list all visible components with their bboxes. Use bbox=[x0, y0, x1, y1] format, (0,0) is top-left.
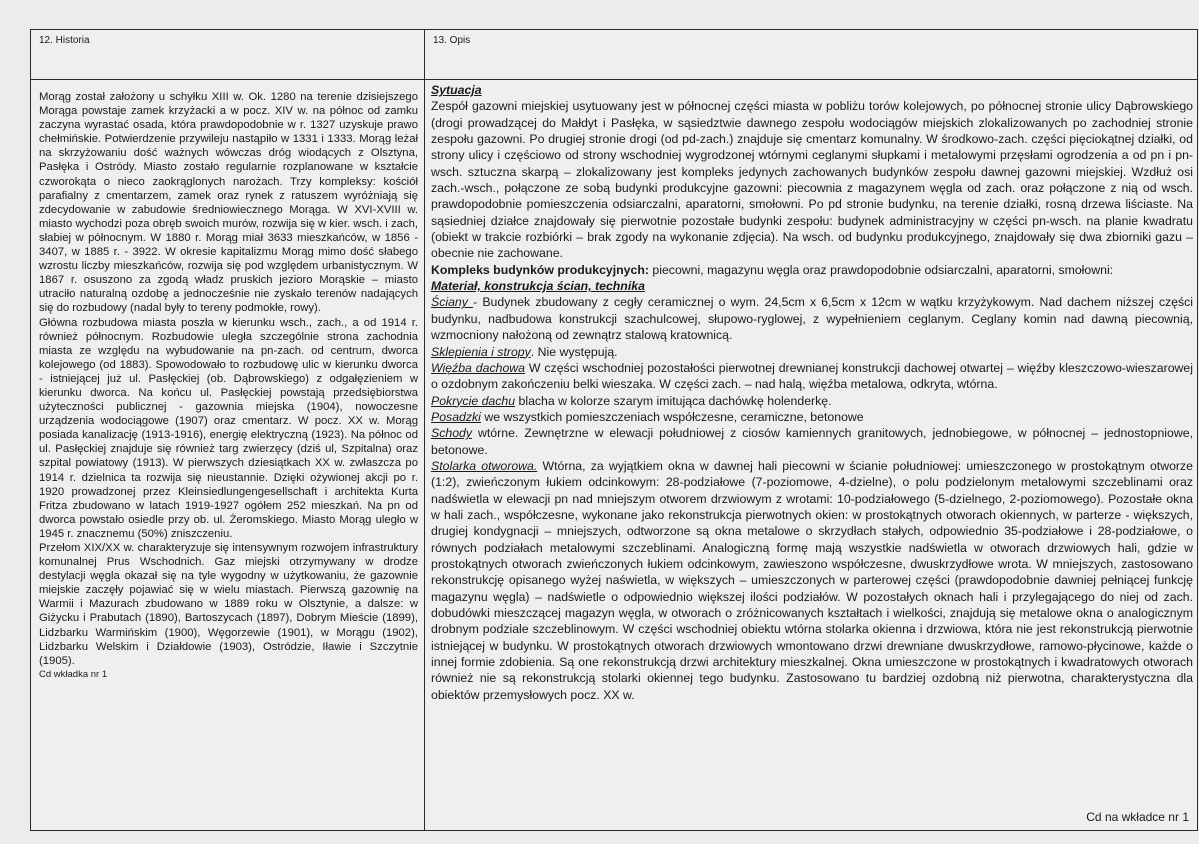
complex-text: piecowni, magazynu węgla oraz prawdopodobnie odsiarczalni, aparatorni, smołowni: bbox=[648, 262, 1114, 277]
situation-paragraph: Zespół gazowni miejskiej usytuowany jest w północnej części miasta w pobliżu torów kolejowych, po północnej stronie ulicy Dąbrowskiego (drogi prowadzącej do Małdyt i Pasłęka, w sąsiedztwie dawnego zespołu wodociągów miejskich zlokalizowanych po zachodniej stronie zespołu gazowni. Po drugiej stronie drogi (od pd-zach.) znajduje się cmentarz komunalny. W środkowo-zach. części pięciokątnej działki, od strony ulicy i częściowo od strony wschodniej wygrodzonej wtórnymi ceglanymi słupkami i metalowymi przęsłami ogrodzenia a od pn i pn-wsch. sztuczna skarpą – zlokalizowany jest kompleks jedynych zachowanych budynków zespołu dawnej gazowni miejskiej. Wzdłuż osi zach.-wsch., połączone ze sobą budynki produkcyjne gazowni: piecownia z magazynem węgla od zach. oraz połączone z nią od wsch. prawdopodobnie pomieszczenia odsiarczalni, aparatorni, smołowni. Po pd stronie budynku, na terenie działki, rosną drzewa liściaste. Na sąsiedniej działce znajdowały się pierwotnie pozostałe budynki zespołu: budynek administracyjny w części pn-wsch. na planie kwadratu (obiekt w trakcie rozbiórki – brak zgody na wykonanie zdjęcia). Na wsch. od budynku produkcyjnego, znajdowały się dwa zbiorniki gazu – obecnie nie zachowane. bbox=[431, 99, 1193, 261]
history-paragraph: Główna rozbudowa miasta poszła w kierunku wsch., zach., a od 1914 r. również północnym. Rozbudowie uległa szczególnie strona zachodnia miasta ze względu na wybudowanie na pn-zach. od centrum, dworca kolejowego (od 1883). Spowodowało to rozbudowę ulic w kierunku dworca - istniejącej już ul. Pasłęckiej (ob. Dąbrowskiego) z odgałęzieniem w kierunku dworca. Na końcu ul. Pasłęckiej powstają przedsiębiorstwa użyteczności publicznej - gazownia miejska (1904), nowoczesne urządzenia wodociągowe (1907) oraz cmentarz. W pocz. XX w. Morąg posiada kanalizację (1913-1916), energię elektryczną (1923). Na północ od ul. Pasłęckiej znajduje się również targ zwierzęcy (dziś ul, Szpitalna) oraz szpital powiatowy (1913). W pierwszych dziesiątkach XX w. zwłaszcza po 1914 r. dzielnica ta rozwija się nieustannie. Dzięki ożywionej akcji po r. 1920 prowadzonej przez Kleinsiedlungengesellschaft i architekta Kurta Fritza zbudowano w latach 1919-1927 ogółem 252 mieszkań. Na pn od dworca powstało osiedle przy ob. ul. Żeromskiego. Miasto Morąg uległo w 1945 r. znacznemu (50%) zniszczeniu. bbox=[39, 316, 418, 540]
item-text: we wszystkich pomieszczeniach współczesne, ceramiczne, betonowe bbox=[480, 409, 864, 424]
item-text: W części wschodniej pozostałości pierwotnej drewnianej konstrukcji dachowej otwartej – więźby kleszczowo-wieszarowej o ozdobnym zakończeniu belki wieszaka. W części zach. – nad halą, więźba metalowa, odkryta, wtórna. bbox=[431, 360, 1193, 392]
item-text: - Budynek zbudowany z cegły ceramicznej o wym. 24,5cm x 6,5cm x 12cm w wątku krzyżykowym. Nad dachem niższej części budynku, nadbudowa konstrukcji szachulcowej, słupowo-ryglowej, z wypełnieniem ceglanym. Ceglany komin nad dawną piecownią, wzmocniony nałożoną od zewnątrz stalową kratownicą. bbox=[431, 295, 1194, 343]
history-header: 12. Historia bbox=[31, 30, 424, 80]
history-text bbox=[39, 90, 418, 682]
description-column bbox=[425, 30, 1197, 830]
vaults-item bbox=[431, 344, 1193, 360]
joinery-item bbox=[431, 458, 1193, 703]
complex-paragraph bbox=[431, 262, 1193, 278]
roofing-item bbox=[431, 393, 1193, 409]
history-continuation-note: Cd wkładka nr 1 bbox=[39, 668, 108, 680]
item-text: wtórne. Zewnętrzne w elewacji południowej z ciosów kamiennych granitowych, jednobiegowe, w północnej – jednostopniowe, betonowe. bbox=[431, 426, 1193, 457]
walls-item bbox=[431, 294, 1193, 343]
item-label: Ściany bbox=[431, 295, 474, 310]
item-label: Sklepienia i stropy bbox=[431, 344, 531, 359]
item-text: Wtórna, za wyjątkiem okna w dawnej hali piecowni w ścianie południowej: umieszczonego w prostokątnym otworze (1:2), zwieńczonym łukiem odcinkowym: 28-podziałowe (7-poziomowe, 4-dzielne), o polu podzielonym metalowymi szczeblinami oraz nadświetla w elewacji pn nad mniejszym otworem drzwiowym z wrotami: 10-podziałowego (5-dzielnego, 2-poziomowego). Pozostałe okna w hali zach., współczesne, wykonane jako rekonstrukcja pierwotnych okien: w prostokątnych otworach okiennych, w parterze - większych, drugiej kondygnacji – mniejszych, odtworzone są okna metalowe o skrzydłach stałych, odpowiednio 35-podziałowe i 28-podziałowe, o równych podziałach metalowymi szczeblinami. Analogiczną formę mają wszystkie nadświetla w otworach drzwiowych hali, gdzie w prostokątnych otworach zwieńczonych łukiem odcinkowym, zawieszono współczesne, dwuskrzydłowe wrota. W mniejszych, zastosowano rekonstrukcję opisanego wyżej naświetla, w większych – umieszczonych w parterowej części (prawdopodobnie dawniej pełniącej funkcję magazynu węgla) – nadświetle o odpowiednio większej ilości podziałów. W pozostałych oknach hali i przylegającego do niej od zach. dobudówki mieszczącej magazyn węgla, w otworach o zróżnicowanych kształtach i wielkości, znajdują się metalowe okna o analogicznym drobnym podziale szczeblinowym. W części wschodniej obiektu wtórna stolarka okienna i drzwiowa, która nie jest rekonstrukcją pierwotnie istniejącej w budynku. W prostokątnych otworach drzwiowych wmontowano drzwi drewniane dwuskrzydłowe, ramowo-płycinowe, każde o innej formie zdobienia. Są one rekonstrukcją drzwi architektury mieszkalnej. Okna umieszczone w prostokątnych i kwadratowych otworach również nie są rekonstrukcją stolarki okiennej tego budynku. Zastosowano tu bardziej ozdobną niż pierwotna, charakterystyczna dla obiektów przemysłowych pocz. XX w. bbox=[431, 458, 1194, 702]
description-header: 13. Opis bbox=[425, 30, 1197, 80]
item-label: Pokrycie dachu bbox=[431, 393, 516, 408]
item-text: . Nie występują. bbox=[530, 344, 618, 359]
item-label: Więźba dachowa bbox=[431, 360, 526, 375]
item-label: Schody bbox=[431, 426, 473, 441]
description-text bbox=[431, 82, 1193, 703]
complex-label: Kompleks budynków produkcyjnych: bbox=[431, 262, 649, 277]
item-label: Posadzki bbox=[431, 409, 481, 424]
stairs-item bbox=[431, 425, 1193, 458]
item-label: Stolarka otworowa. bbox=[431, 458, 538, 473]
floors-item bbox=[431, 409, 1193, 425]
history-paragraph: Morąg został założony u schyłku XIII w. Ok. 1280 na terenie dzisiejszego Morąga powstaje zamek krzyżacki a w pocz. XIV w. na północ od zamku zaczyna wyrastać osada, która prawdopodobnie w r. 1327 uzyskuje prawo chełmińskie. Potwierdzenie przywileju nastąpiło w 1331 i 1333. Morąg leżał na skrzyżowaniu dość ważnych wówczas dróg wiodących z Olsztyna, Pasłęka i Ostródy. Miasto zostało regularnie rozplanowane w kształcie czworokąta o nieco zaokrąglonych narożach. Trzy kompleksy: kościół parafialny z cmentarzem, zamek oraz rynek z ratuszem wyróżniają się zdecydowanie w zabudowie średniowiecznego Morąga. W XVI-XVIII w. miasto wychodzi poza obręb swoich murów, rozwija się w kier. wsch. i zach, słabiej w północnym. W 1880 r. Morąg miał 3633 mieszkańców, w 1856 - 3407, w 1885 r. - 3922. W okresie kapitalizmu Morąg mimo dość słabego wzrostu liczby mieszkańców, rozwija się pod względem urbanistycznym. W 1867 r. osuszono za zgodą władz pruskich jezioro Morąskie – miasto utraciło naturalną ozdobę a jednocześnie nie zyskało terenów nadających się do rozbudowy (nadal były to tereny podmokłe, rowy). bbox=[39, 91, 418, 315]
item-text: blacha w kolorze szarym imitująca dachówkę holenderkę. bbox=[515, 393, 832, 408]
material-heading: Materiał, konstrukcja ścian, technika bbox=[431, 279, 645, 294]
history-paragraph: Przełom XIX/XX w. charakteryzuje się intensywnym rozwojem infrastruktury komunalnej Prus Wschodnich. Gaz miejski otrzymywany w drodze destylacji węgla okazał się na tyle wygodny w użytkowaniu, że gazownie miejskie zaczęły pojawiać się w wielu miastach. Pierwszą gazownię na Warmii i Mazurach zbudowano w 1889 roku w Olsztynie, a dalsze: w Giżycku i Prabutach (1890), Bartoszycach (1897), Dobrym Mieście (1899), Lidzbarku Warmińskim (1900), Węgorzewie (1901), w Morągu (1902), Lidzbarku Welskim i Działdowie (1903), Ostródzie, Iławie i Szczytnie (1905). bbox=[39, 542, 418, 667]
roof-truss-item bbox=[431, 360, 1193, 393]
record-card bbox=[30, 29, 1198, 831]
situation-heading: Sytuacja bbox=[431, 83, 482, 97]
description-continuation-note: Cd na wkładce nr 1 bbox=[1086, 810, 1189, 824]
history-column bbox=[31, 30, 425, 830]
